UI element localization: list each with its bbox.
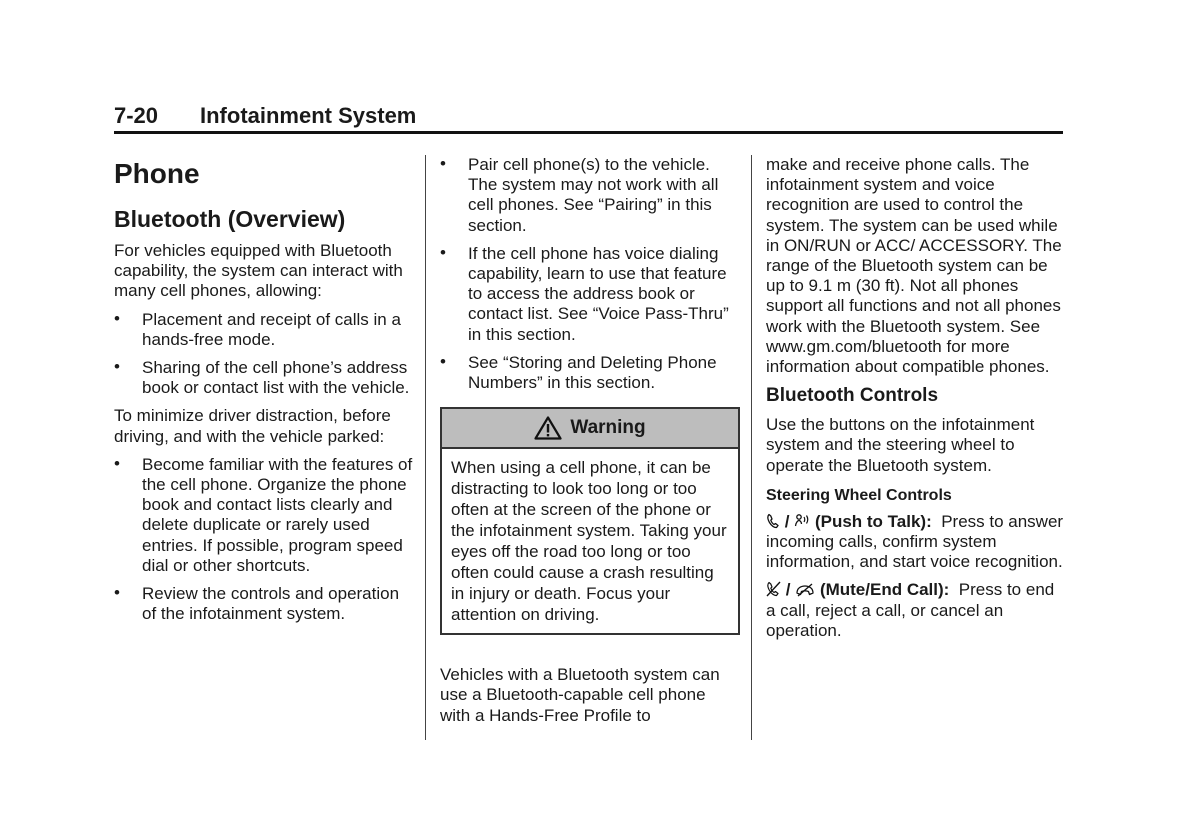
mute-end-call-label: (Mute/End Call): (819, 580, 950, 600)
bullet: • (440, 242, 446, 262)
warning-text: When using a cell phone, it can be distracting to look too long or too often at the screen of the phone or the infotainment system. Taking your eyes off the road too long or too often could cause a crash resulting in injury or death. Focus your attention on driving. (451, 458, 727, 625)
slash-separator: / (784, 511, 790, 531)
feature-list (114, 310, 414, 399)
warning-box (440, 407, 740, 635)
warning-header (442, 409, 738, 449)
warning-title: Warning (570, 417, 646, 439)
column-divider (751, 155, 752, 740)
paragraph: Use the buttons on the infotainment system and the steering wheel to operate the Bluetooth system. (766, 415, 1035, 475)
bullet: • (440, 154, 446, 173)
list-item: • If the cell phone has voice dialing capability, learn to use that feature to access the address book or contact list. See “Voice Pass-Thru” in this section. (440, 242, 729, 344)
list-item: • Sharing of the cell phone’s address book or contact list with the vehicle. (114, 357, 410, 398)
page-header (114, 101, 1063, 134)
subsection-heading: Bluetooth Controls (766, 385, 939, 407)
minor-heading: Steering Wheel Controls (766, 486, 952, 504)
preparation-list (114, 455, 414, 625)
section-title: Infotainment System (200, 103, 417, 128)
page-heading: Phone (114, 158, 200, 189)
column-2 (440, 155, 740, 734)
paragraph: To minimize driver distraction, before driving, and with the vehicle parked: (114, 406, 391, 446)
column-1 (114, 155, 414, 632)
warning-triangle-icon (534, 416, 562, 440)
bullet: • (114, 453, 120, 473)
list-item: • See “Storing and Deleting Phone Numbers” in this section. (440, 351, 717, 393)
list-item: • Pair cell phone(s) to the vehicle. The system may not work with all cell phones. See “Pairing” in this section. (440, 154, 719, 235)
mute-icon (766, 581, 781, 597)
bullet: • (440, 351, 446, 371)
intro-paragraph: For vehicles equipped with Bluetooth capability, the system can interact with many cell phones, allowing: (114, 241, 403, 301)
list-item: • Placement and receipt of calls in a hands-free mode. (114, 308, 401, 349)
mute-end-call-text: Press to end a call, reject a call, or cancel an operation. (766, 580, 1055, 640)
bullet: • (114, 308, 120, 328)
slash-separator: / (785, 580, 791, 600)
bullet: • (114, 357, 120, 377)
paragraph: Vehicles with a Bluetooth system can use a Bluetooth-capable cell phone with a Hands-Free Profile to (440, 665, 720, 725)
end-call-icon (795, 583, 815, 597)
list-item: • Review the controls and operation of the infotainment system. (114, 583, 400, 624)
push-to-talk-label: (Push to Talk): (814, 511, 932, 531)
push-to-talk-description (766, 512, 1066, 573)
column-3 (766, 155, 1066, 649)
mute-end-call-description (766, 580, 1066, 641)
push-to-talk-text: Press to answer incoming calls, confirm system information, and start voice recognition. (766, 511, 1064, 572)
column-divider (425, 155, 426, 740)
page-number: 7-20 (114, 103, 159, 128)
bullet: • (114, 583, 120, 603)
list-item: • Become familiar with the features of the cell phone. Organize the phone book and contact lists clearly and delete duplicate or rarely used entries. If possible, program speed dial or other shortcuts. (114, 453, 413, 575)
section-heading: Bluetooth (Overview) (114, 206, 346, 232)
preparation-list-continued (440, 155, 740, 393)
voice-icon (794, 513, 810, 529)
paragraph: make and receive phone calls. The infotainment system and voice recognition are used to control the system. The system can be used while in ON/RUN or ACC/ ACCESSORY. The range of the Bluetooth system can be up to 9.1 m (30 ft). Not all phones support all functions and not all phones work with the Bluetooth system. See www.gm.com/bluetooth for more information about compatible phones. (766, 155, 1062, 377)
phone-icon (766, 513, 780, 529)
